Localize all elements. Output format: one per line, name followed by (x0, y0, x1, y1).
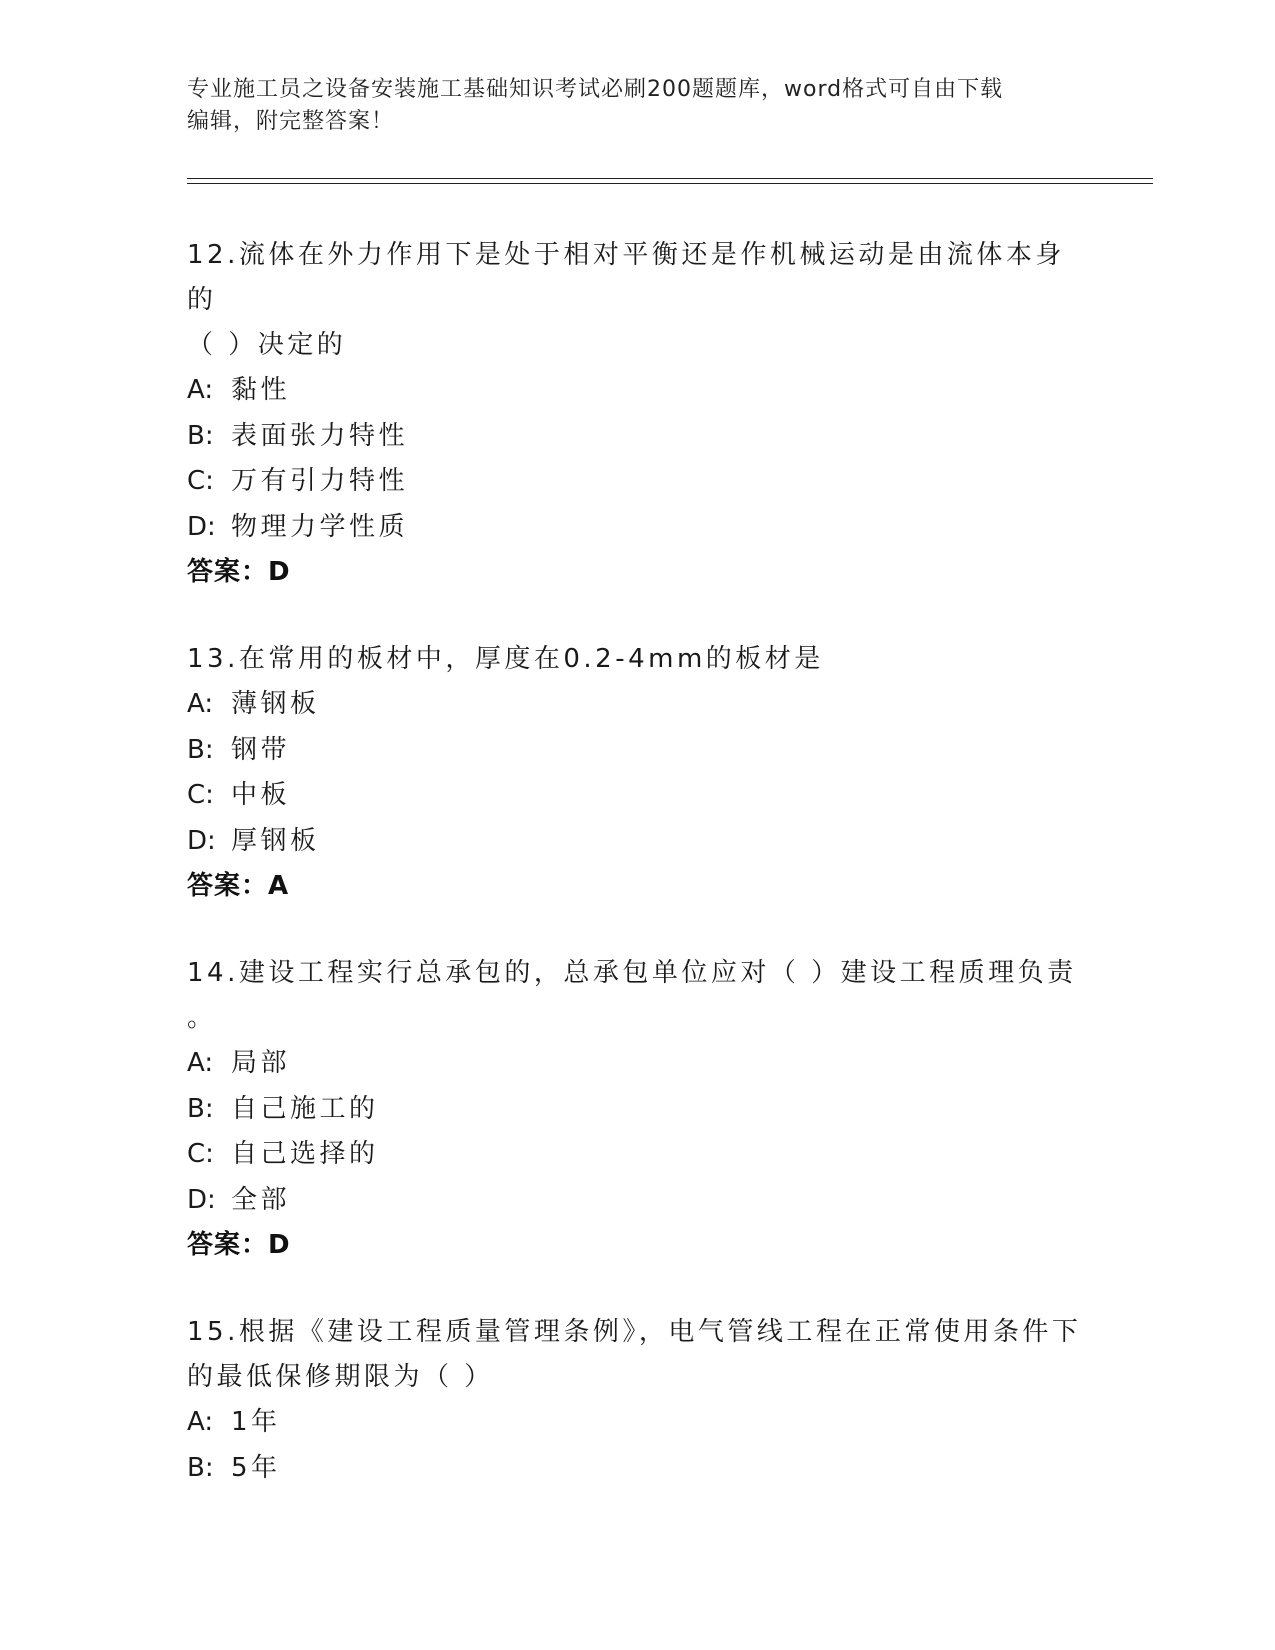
option-text: 黏性 (231, 375, 291, 405)
question-stem: 13.在常用的板材中，厚度在0.2-4mm的板材是 (187, 644, 824, 674)
option-text: 全部 (231, 1184, 291, 1215)
header-line-1: 专业施工员之设备安装施工基础知识考试必刷200题题库，word格式可自由下载 (187, 77, 1004, 102)
document-header (187, 74, 1087, 138)
answer-line: 答案：A (187, 871, 290, 901)
option-a (187, 682, 1087, 728)
question-15 (187, 1310, 1087, 1491)
option-text: 局部 (231, 1048, 291, 1078)
option-b (187, 1087, 1087, 1133)
question-stem-continued: 。 (187, 1003, 217, 1033)
option-key: A: (187, 689, 214, 719)
option-b (187, 728, 1087, 774)
question-stem: 15.根据《建设工程质量管理条例》，电气管线工程在正常使用条件下 (187, 1317, 1082, 1347)
question-stem: 12.流体在外力作用下是处于相对平衡还是作机械运动是由流体本身的 (187, 240, 1065, 315)
option-key: D: (187, 825, 216, 856)
option-key: C: (187, 780, 214, 810)
option-d (187, 505, 1087, 551)
option-text: 表面张力特性 (231, 420, 409, 451)
option-b (187, 1446, 1087, 1492)
option-key: C: (187, 1139, 214, 1169)
option-text: 自己施工的 (231, 1093, 379, 1124)
option-c (187, 773, 1087, 819)
option-key: A: (187, 1048, 214, 1078)
option-key: B: (187, 1452, 214, 1483)
option-text: 中板 (231, 780, 291, 810)
option-text: 厚钢板 (231, 825, 320, 856)
header-divider-bottom (187, 183, 1153, 184)
option-key: A: (187, 1407, 214, 1437)
option-key: A: (187, 375, 214, 405)
question-13 (187, 637, 1087, 909)
option-text: 钢带 (231, 734, 291, 765)
option-a (187, 1041, 1087, 1087)
option-text: 物理力学性质 (231, 511, 409, 542)
question-14 (187, 951, 1087, 1268)
option-text: 薄钢板 (231, 689, 320, 719)
option-text: 万有引力特性 (231, 466, 409, 496)
option-text: 自己选择的 (231, 1139, 379, 1169)
question-stem-continued: 的最低保修期限为（ ） (187, 1362, 494, 1392)
option-text: 1年 (231, 1407, 281, 1437)
option-key: C: (187, 466, 214, 496)
option-b (187, 414, 1087, 460)
question-stem: 14.建设工程实行总承包的，总承包单位应对（ ）建设工程质理负责 (187, 958, 1077, 988)
option-key: D: (187, 511, 216, 542)
option-d (187, 819, 1087, 865)
question-list (187, 233, 1087, 1533)
option-d (187, 1178, 1087, 1224)
question-12 (187, 233, 1087, 595)
option-c (187, 1132, 1087, 1178)
option-key: B: (187, 734, 214, 765)
option-key: B: (187, 420, 214, 451)
option-key: D: (187, 1184, 216, 1215)
option-text: 5年 (231, 1452, 281, 1483)
option-c (187, 459, 1087, 505)
question-stem-continued: （ ）决定的 (187, 330, 347, 360)
answer-line: 答案：D (187, 557, 291, 587)
header-line-2: 编辑，附完整答案！ (187, 109, 395, 134)
option-a (187, 368, 1087, 414)
header-divider-top (187, 178, 1153, 179)
option-key: B: (187, 1093, 214, 1124)
answer-line: 答案：D (187, 1230, 291, 1260)
option-a (187, 1400, 1087, 1446)
